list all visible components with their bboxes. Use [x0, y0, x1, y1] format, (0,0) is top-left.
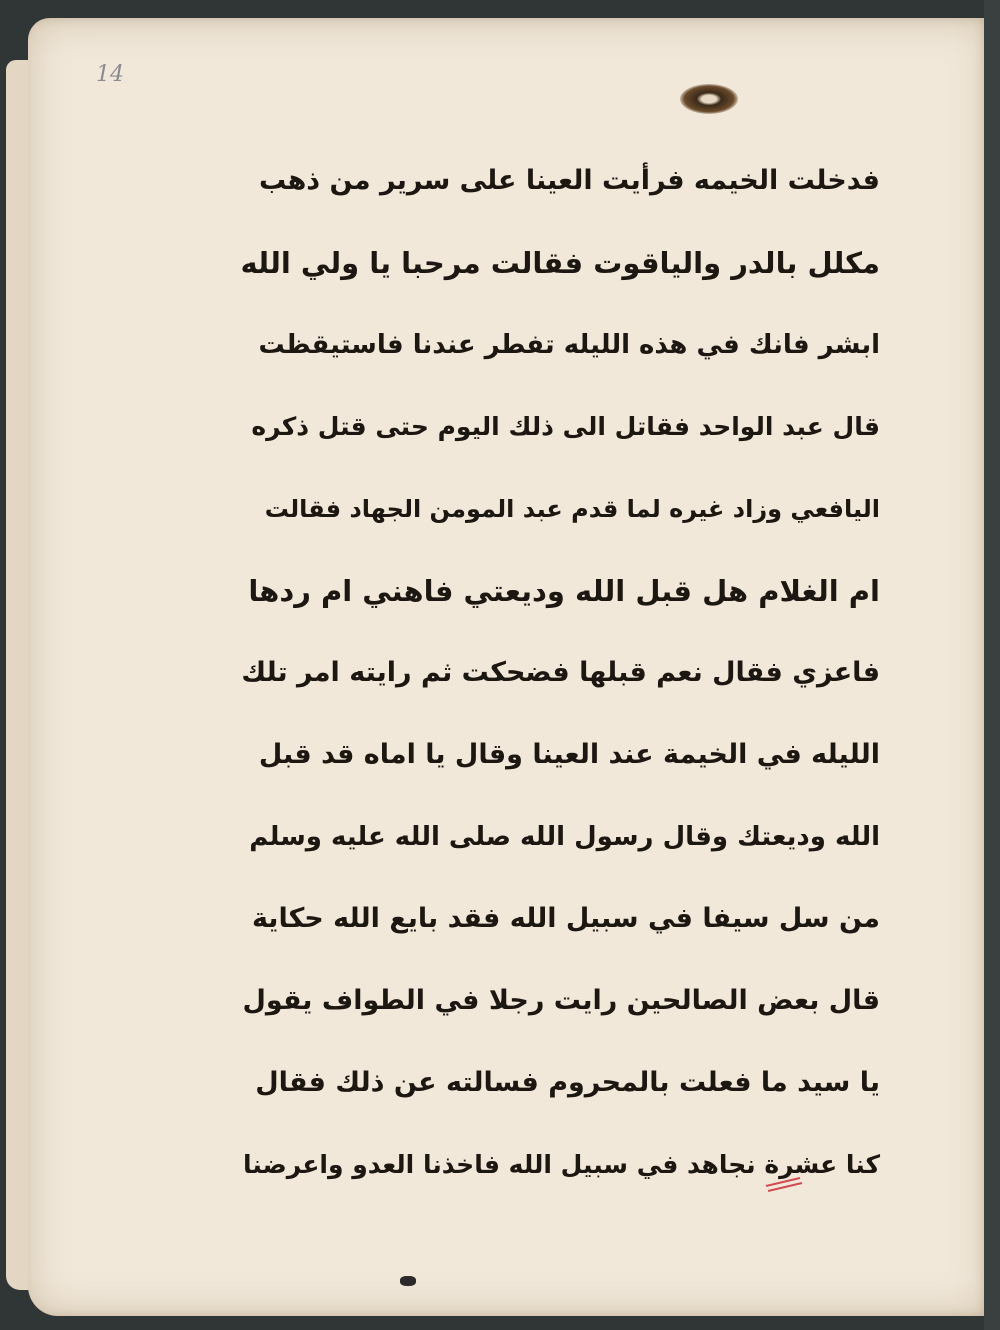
text-line: فاعزي فقال نعم قبلها فضحكت ثم رايته امر تلك	[241, 657, 880, 688]
folio-number: 14	[96, 62, 124, 87]
text-line: الليله في الخيمة عند العينا وقال يا اماه قد قبل	[258, 739, 880, 770]
ink-stain	[680, 84, 738, 114]
text-line: الله وديعتك وقال رسول الله صلى الله عليه وسلم	[249, 822, 880, 852]
ink-spot	[400, 1276, 416, 1286]
text-line: ام الغلام هل قبل الله وديعتي فاهني ام ردها	[248, 574, 880, 608]
manuscript-text	[240, 140, 880, 1206]
binding-shadow	[984, 0, 1000, 1330]
text-line: يا سيد ما فعلت بالمحروم فسالته عن ذلك فقال	[255, 1067, 880, 1098]
text-line: مكلل بالدر والياقوت فقالت مرحبا يا ولي الله	[240, 246, 880, 280]
text-line: اليافعي وزاد غيره لما قدم عبد المومن الجهاد فقالت	[264, 495, 880, 523]
text-line: فدخلت الخيمه فرأيت العينا على سرير من ذهب	[259, 165, 880, 196]
text-line: قال بعض الصالحين رايت رجلا في الطواف يقول	[242, 985, 880, 1016]
text-line: من سل سيفا في سبيل الله فقد بايع الله حكاية	[251, 903, 880, 934]
text-line: قال عبد الواحد فقاتل الى ذلك اليوم حتى قتل ذكره	[251, 412, 880, 441]
page-edge	[6, 60, 30, 1290]
text-line: ابشر فانك في هذه الليله تفطر عندنا فاستيقظت	[258, 330, 880, 360]
text-line: كنا عشرة نجاهد في سبيل الله فاخذنا العدو واعرضنا	[243, 1150, 880, 1179]
